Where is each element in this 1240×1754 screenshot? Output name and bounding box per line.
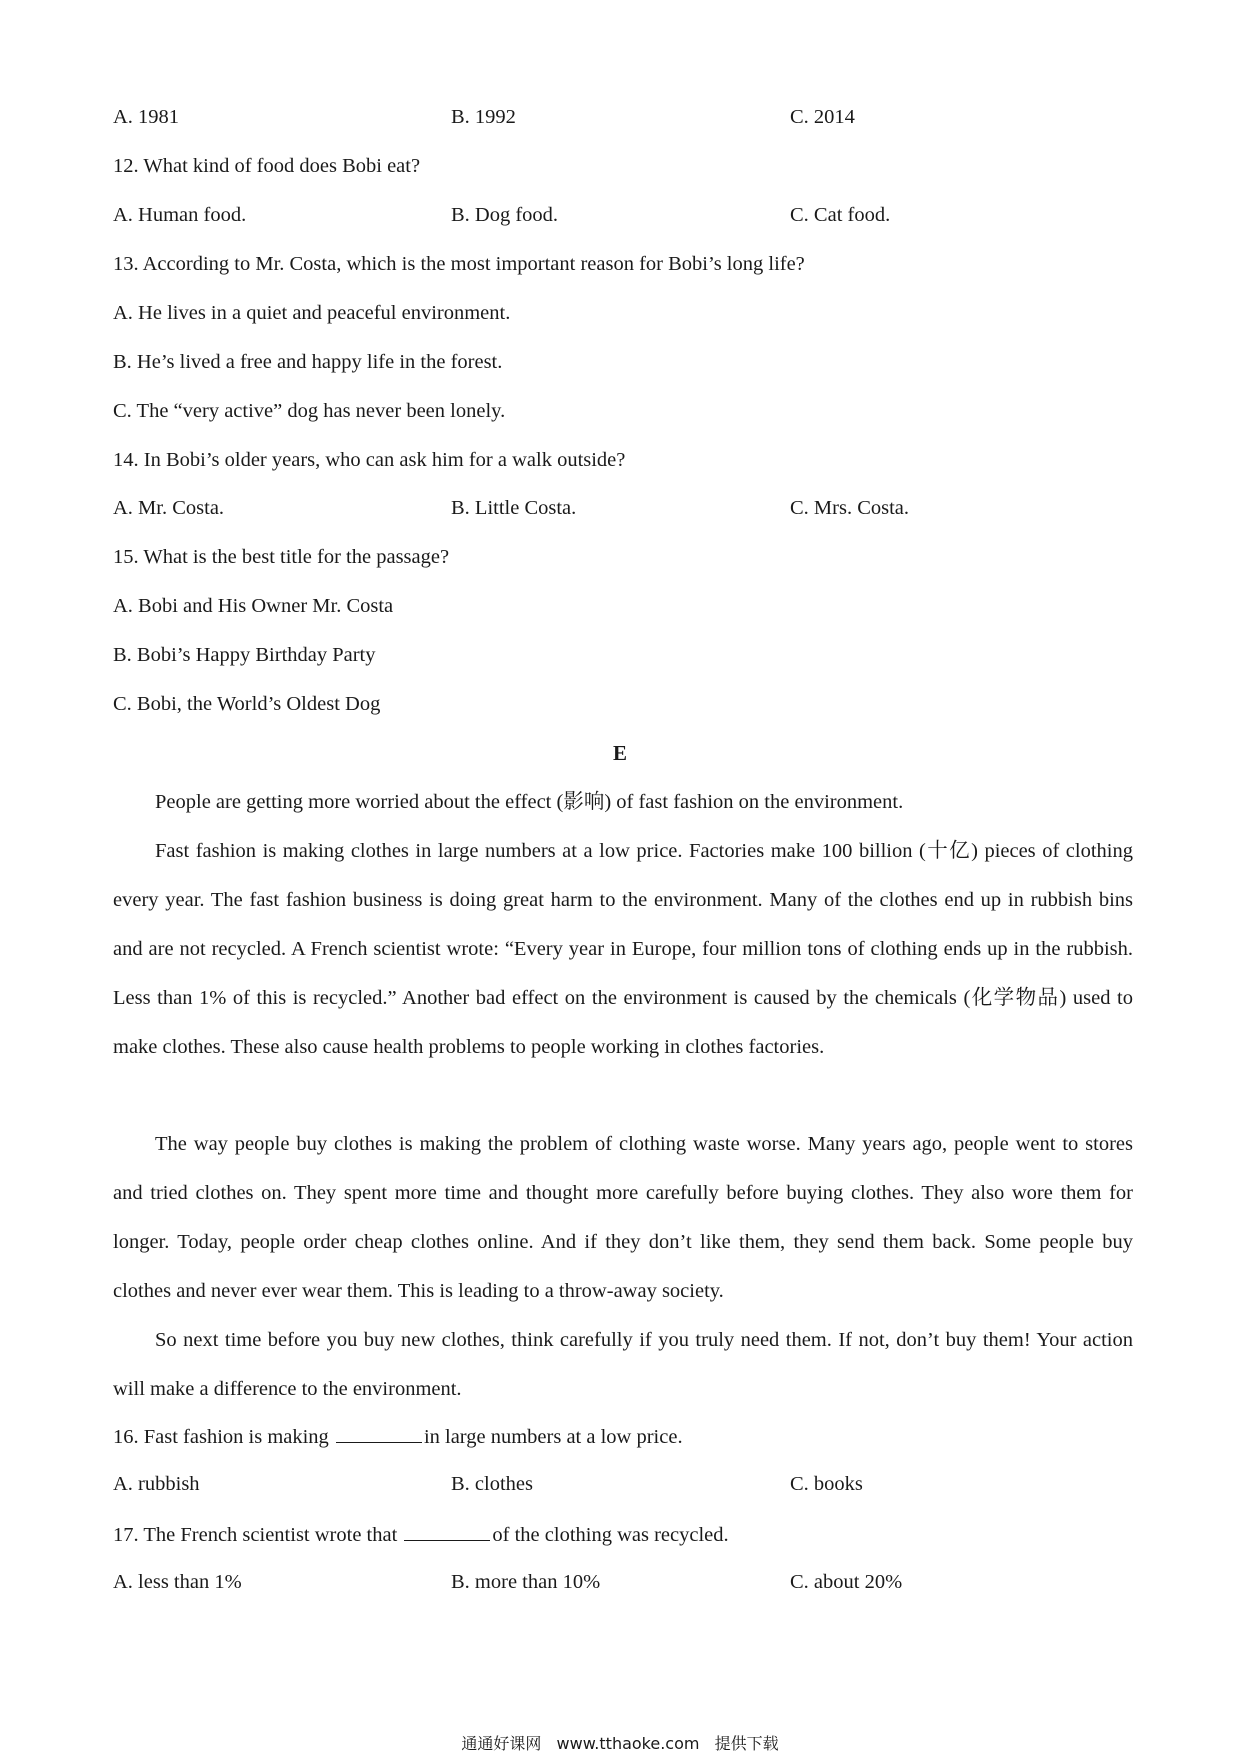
q13-option-a: A. He lives in a quiet and peaceful environment. <box>113 302 511 324</box>
page-footer <box>0 1731 1240 1754</box>
q13-question: 13. According to Mr. Costa, which is the most important reason for Bobi’s long life? <box>113 253 805 275</box>
q14-option-b: B. Little Costa. <box>451 497 577 519</box>
q15-option-c: C. Bobi, the World’s Oldest Dog <box>113 693 381 715</box>
passage-paragraph: People are getting more worried about the effect (影响) of fast fashion on the environment. <box>155 791 904 813</box>
answer-blank <box>404 1522 490 1541</box>
footer-suffix: 提供下载 <box>714 1734 779 1753</box>
passage-paragraph: So next time before you buy new clothes, think carefully if you truly need them. If not, don’t buy them! Your action will make a difference to the environment. <box>113 1329 1133 1400</box>
q16-question: 16. Fast fashion is making in large numbers at a low price. <box>113 1426 683 1448</box>
q16-option-b: B. clothes <box>451 1473 533 1495</box>
footer-url[interactable]: www.tthaoke.com <box>556 1734 700 1753</box>
q14-question: 14. In Bobi’s older years, who can ask him for a walk outside? <box>113 449 626 471</box>
q15-option-a: A. Bobi and His Owner Mr. Costa <box>113 595 394 617</box>
q17-option-c: C. about 20% <box>790 1571 903 1593</box>
q11-option-c: C. 2014 <box>790 106 855 128</box>
q13-option-b: B. He’s lived a free and happy life in the forest. <box>113 351 503 373</box>
q17-question: 17. The French scientist wrote that of the clothing was recycled. <box>113 1524 729 1546</box>
q17-option-a: A. less than 1% <box>113 1571 242 1593</box>
q14-option-a: A. Mr. Costa. <box>113 497 225 519</box>
q12-option-c: C. Cat food. <box>790 204 891 226</box>
q12-question: 12. What kind of food does Bobi eat? <box>113 155 421 177</box>
section-heading: E <box>612 741 627 765</box>
q16-option-c: C. books <box>790 1473 863 1495</box>
q11-option-a: A. 1981 <box>113 106 180 128</box>
q16-option-a: A. rubbish <box>113 1473 200 1495</box>
q15-question: 15. What is the best title for the passage? <box>113 546 450 568</box>
q11-option-b: B. 1992 <box>451 106 516 128</box>
passage-paragraph: The way people buy clothes is making the problem of clothing waste worse. Many years ago, people went to stores and tried clothes on. They spent more time and thought more carefully before buying clothes. They also wore them for longer. Today, people order cheap clothes online. And if they don’t like them, they send them back. Some people buy clothes and never ever wear them. This is leading to a throw-away society. <box>113 1133 1133 1302</box>
q15-option-b: B. Bobi’s Happy Birthday Party <box>113 644 376 666</box>
answer-blank <box>336 1424 422 1443</box>
q17-option-b: B. more than 10% <box>451 1571 601 1593</box>
footer-site-name: 通通好课网 <box>461 1734 542 1753</box>
q14-option-c: C. Mrs. Costa. <box>790 497 910 519</box>
passage-paragraph: Fast fashion is making clothes in large numbers at a low price. Factories make 100 billion (十亿) pieces of clothing every year. The fast fashion business is doing great harm to the environment. Many of the clothes end up in rubbish bins and are not recycled. A French scientist wrote: “Every year in Europe, four million tons of clothing ends up in the rubbish. Less than 1% of this is recycled.” Another bad effect on the environment is caused by the chemicals (化学物品) used to make clothes. These also cause health problems to people working in clothes factories. <box>113 840 1133 1058</box>
q12-option-a: A. Human food. <box>113 204 247 226</box>
q13-option-c: C. The “very active” dog has never been lonely. <box>113 400 506 422</box>
q12-option-b: B. Dog food. <box>451 204 559 226</box>
